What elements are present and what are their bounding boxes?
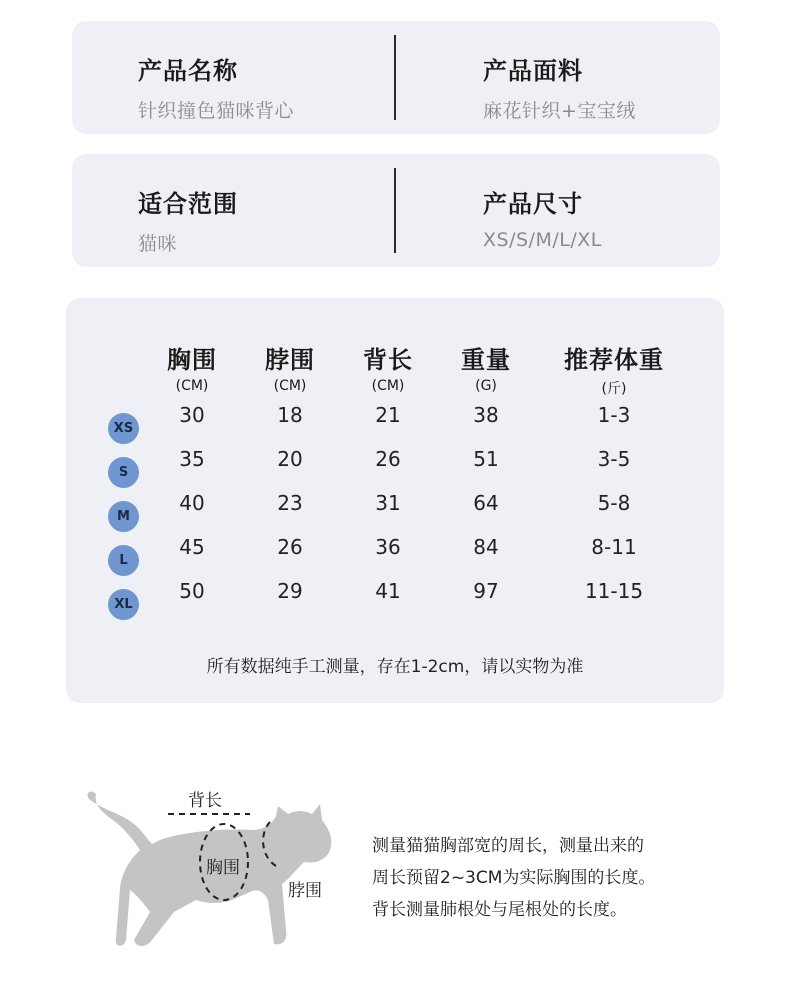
- column-header: [167, 340, 217, 394]
- size-table-cell: 38: [473, 403, 499, 427]
- product-name-value: 针织撞色猫咪背心: [138, 100, 295, 122]
- size-table-cell: 36: [375, 535, 401, 559]
- size-table-cell: 31: [375, 491, 401, 515]
- column-header: [363, 340, 413, 394]
- product-name-block: [138, 51, 294, 123]
- size-badge: L: [108, 545, 139, 576]
- product-name-label: 产品名称: [138, 57, 238, 85]
- size-table-cell: 35: [179, 447, 205, 471]
- size-table-cell: 1-3: [597, 403, 631, 427]
- size-table-cell: 84: [473, 535, 499, 559]
- column-unit: (CM): [175, 378, 209, 394]
- column-header: [265, 340, 315, 394]
- suitable-value: 猫咪: [138, 233, 178, 255]
- size-table-cell: 26: [277, 535, 303, 559]
- column-header: [461, 340, 511, 394]
- size-block: [483, 184, 602, 251]
- column-header: [564, 340, 664, 398]
- suitable-block: [138, 184, 238, 256]
- column-unit: (CM): [273, 378, 307, 394]
- product-info-card-2: [72, 154, 720, 267]
- size-table-cell: 11-15: [584, 579, 644, 603]
- size-table-cell: 50: [179, 579, 205, 603]
- size-table-cell: 45: [179, 535, 205, 559]
- column-unit: (CM): [371, 378, 405, 394]
- size-table-cell: 97: [473, 579, 499, 603]
- size-table-cell: 64: [473, 491, 499, 515]
- size-table-cell: 51: [473, 447, 499, 471]
- size-table-cell: 40: [179, 491, 205, 515]
- description-line: 周长预留2~3CM为实际胸围的长度。: [372, 868, 656, 888]
- divider: [394, 168, 396, 253]
- measurement-description: [372, 830, 655, 926]
- measurement-note: 所有数据纯手工测量，存在1-2cm，请以实物为准: [206, 657, 584, 677]
- size-table-cell: 18: [277, 403, 303, 427]
- description-line: 测量猫猫胸部宽的周长，测量出来的: [372, 836, 644, 856]
- column-title: 推荐体重: [564, 346, 664, 374]
- fabric-value: 麻花针织+宝宝绒: [483, 100, 636, 122]
- size-table-cell: 30: [179, 403, 205, 427]
- size-badge: XS: [108, 413, 139, 444]
- chest-label: 胸围: [206, 858, 240, 878]
- size-table-cell: 21: [375, 403, 401, 427]
- size-table-cell: 20: [277, 447, 303, 471]
- description-line: 背长测量肺根处与尾根处的长度。: [372, 900, 627, 920]
- fabric-label: 产品面料: [483, 57, 583, 85]
- size-label: 产品尺寸: [483, 190, 583, 218]
- size-chart-card: [66, 298, 724, 703]
- column-title: 胸围: [167, 346, 217, 374]
- size-table-cell: 23: [277, 491, 303, 515]
- neck-label: 脖围: [288, 881, 322, 901]
- column-title: 脖围: [265, 346, 315, 374]
- size-table-cell: 41: [375, 579, 401, 603]
- size-value: XS/S/M/L/XL: [483, 229, 602, 251]
- size-badge: M: [108, 501, 139, 532]
- divider: [394, 35, 396, 120]
- size-table-cell: 8-11: [591, 535, 637, 559]
- column-title: 背长: [363, 346, 413, 374]
- size-table-cell: 5-8: [597, 491, 631, 515]
- back-length-label: 背长: [188, 791, 222, 811]
- size-table-cell: 26: [375, 447, 401, 471]
- size-badge: XL: [108, 589, 139, 620]
- column-unit: (斤): [601, 381, 627, 397]
- fabric-block: [483, 51, 636, 123]
- size-table-cell: 3-5: [597, 447, 631, 471]
- suitable-label: 适合范围: [138, 190, 238, 218]
- product-info-card-1: [72, 21, 720, 134]
- size-badge: S: [108, 457, 139, 488]
- column-title: 重量: [461, 346, 511, 374]
- size-table-cell: 29: [277, 579, 303, 603]
- column-unit: (G): [475, 378, 497, 394]
